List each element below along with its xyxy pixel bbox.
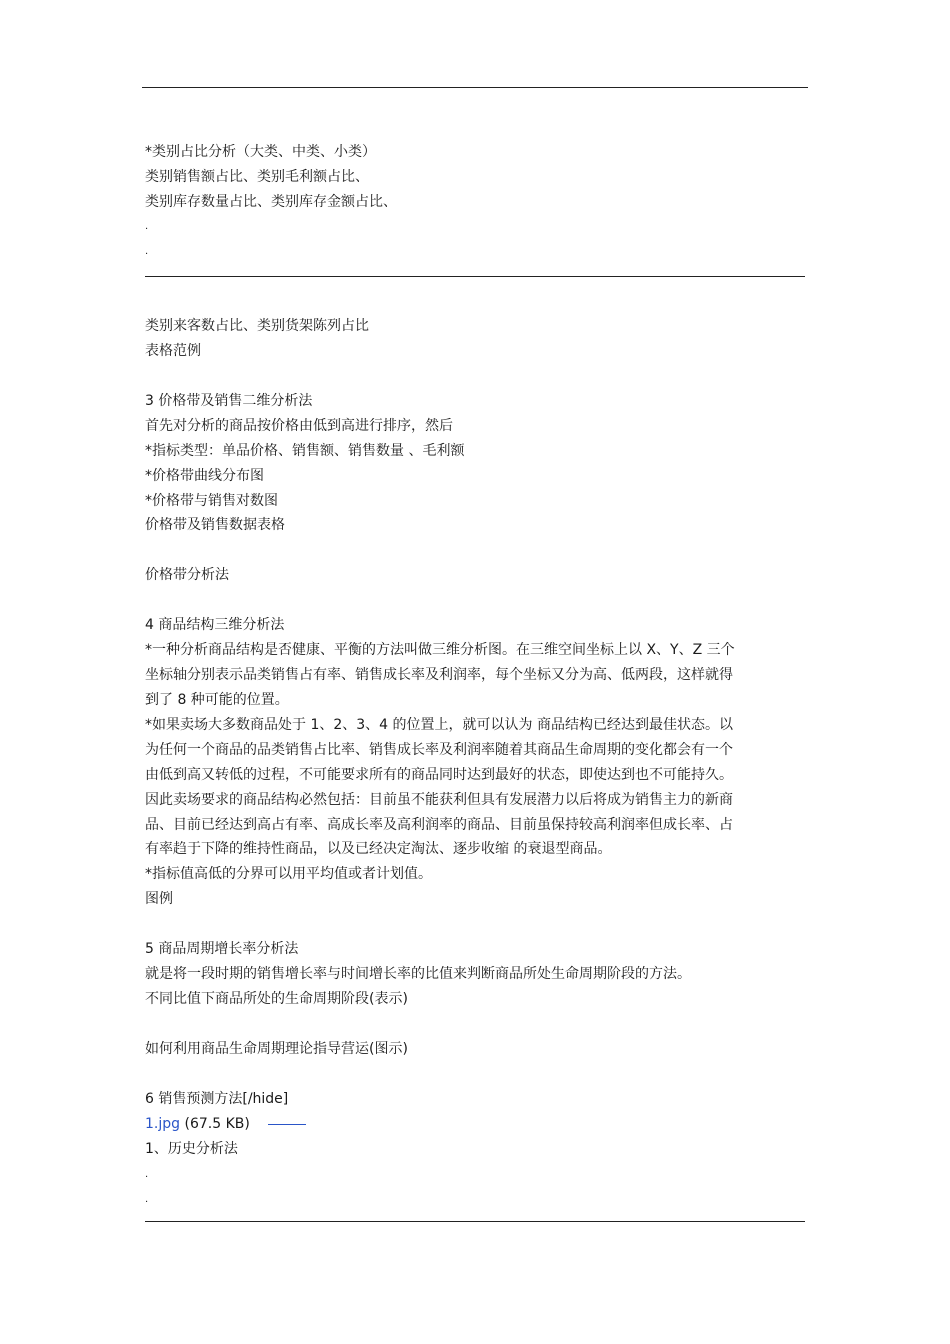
spacer-dot: . — [145, 1169, 149, 1180]
section-4-paragraph-line: 到了 8 种可能的位置。 — [145, 692, 289, 708]
section-5-line: 如何利用商品生命周期理论指导营运(图示) — [145, 1041, 408, 1057]
section-4-line: *指标值高低的分界可以用平均值或者计划值。 — [145, 866, 432, 882]
section-4-paragraph-line: *如果卖场大多数商品处于 1、2、3、4 的位置上，就可以认为 商品结构已经达到最佳状态。以 — [145, 717, 733, 733]
section-3-title: 3 价格带及销售二维分析法 — [145, 393, 313, 409]
section-5-title: 5 商品周期增长率分析法 — [145, 941, 299, 957]
section-5-line: 就是将一段时期的销售增长率与时间增长率的比值来判断商品所处生命周期阶段的方法。 — [145, 966, 691, 982]
category-stock-line: 类别库存数量占比、类别库存金额占比、 — [145, 194, 397, 210]
section-4-paragraph-line: 品、目前已经达到高占有率、高成长率及高利润率的商品、目前虽保持较高利润率但成长率、占 — [145, 817, 733, 833]
section-4-paragraph-line: 有率趋于下降的维持性商品，以及已经决定淘汰、逐步收缩 的衰退型商品。 — [145, 841, 612, 857]
section-4-paragraph-line: 由低到高又转低的过程，不可能要求所有的商品同时达到最好的状态，即使达到也不可能持久。 — [145, 767, 733, 783]
section-3-line: 首先对分析的商品按价格由低到高进行排序，然后 — [145, 418, 453, 434]
attachment-underline — [268, 1124, 306, 1125]
section-3-line: *价格带曲线分布图 — [145, 468, 264, 484]
spacer-dot: . — [145, 221, 149, 232]
spacer-dot: . — [145, 246, 149, 257]
table-example-label: 表格范例 — [145, 343, 201, 359]
attachment — [145, 1115, 810, 1133]
section-3-line: *价格带与销售对数图 — [145, 493, 278, 509]
section-3-line: 价格带及销售数据表格 — [145, 517, 285, 533]
section-4-paragraph-line: 为任何一个商品的品类销售占比率、销售成长率及利润率随着其商品生命周期的变化都会有一个 — [145, 742, 733, 758]
section-4-paragraph-line: 坐标轴分别表示品类销售占有率、销售成长率及利润率，每个坐标又分为高、低两段，这样就得 — [145, 667, 733, 683]
section-4-paragraph-line: *一种分析商品结构是否健康、平衡的方法叫做三维分析图。在三维空间坐标上以 X、Y、Z 三个 — [145, 642, 735, 658]
attachment-link[interactable]: 1.jpg — [145, 1116, 181, 1132]
page-divider — [145, 276, 805, 277]
section-3-line: 价格带分析法 — [145, 567, 229, 583]
spacer-dot: . — [145, 1194, 149, 1205]
history-analysis-line: 1、历史分析法 — [145, 1141, 238, 1157]
category-sales-line: 类别销售额占比、类别毛利额占比、 — [145, 169, 369, 185]
legend-label: 图例 — [145, 891, 173, 907]
customers-shelf-line: 类别来客数占比、类别货架陈列占比 — [145, 318, 369, 334]
section-3-line: *指标类型：单品价格、销售额、销售数量 、毛利额 — [145, 443, 465, 459]
top-rule — [142, 87, 808, 88]
category-analysis-heading: *类别占比分析（大类、中类、小类） — [145, 144, 376, 160]
section-4-paragraph-line: 因此卖场要求的商品结构必然包括：目前虽不能获利但具有发展潜力以后将成为销售主力的新商 — [145, 792, 733, 808]
section-6-title: 6 销售预测方法[/hide] — [145, 1091, 289, 1107]
bottom-rule — [145, 1221, 805, 1222]
attachment-size: (67.5 KB) — [184, 1116, 250, 1132]
section-5-line: 不同比值下商品所处的生命周期阶段(表示) — [145, 991, 408, 1007]
section-4-title: 4 商品结构三维分析法 — [145, 617, 285, 633]
